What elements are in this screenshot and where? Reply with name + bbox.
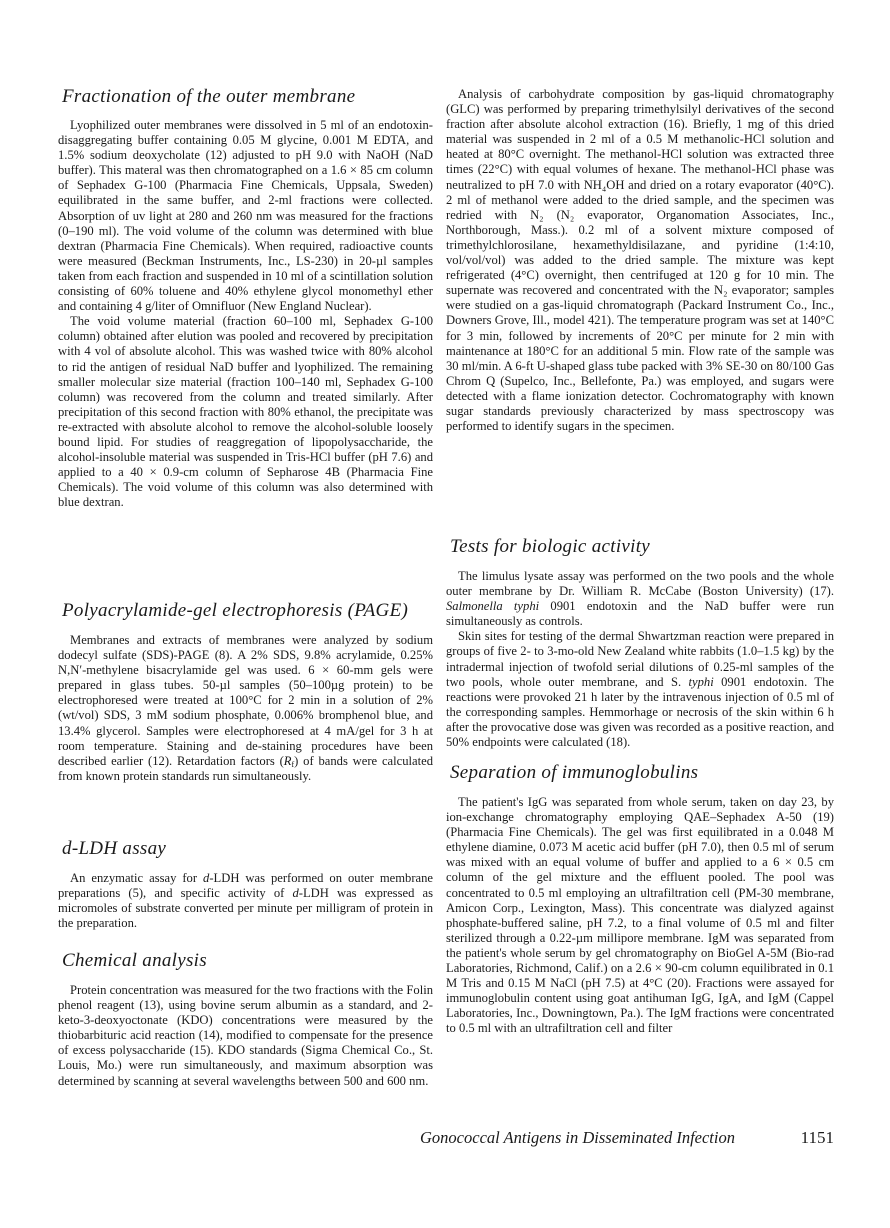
text-run-italic: d: [203, 871, 210, 885]
heading-fractionation: Fractionation of the outer membrane: [62, 86, 356, 107]
section-fractionation: [58, 118, 433, 510]
paragraph-tests-2: [446, 629, 834, 750]
paragraph-separation: The patient's IgG was separated from whole serum, taken on day 23, by ion-exchange chromatography employing QAE–Sephadex A-50 (19) (Pharmacia Fine Chemicals). The gel was first equilibrated in a 0.048 M ethylene diamine, 0.073 M acetic acid buffer (pH 7.0), then 0.5 ml of serum was mixed with an equal volume of buffer and applied to a 6 × 0.5 cm column of the gel mixture and the effluent pooled. The pool was concentrated to 0.5 ml employing an ultrafiltration cell (PM-30 membrane, Amicon Corp., Lexington, Mass). This concentrate was dialyzed against phosphate-buffered saline, pH 7.2, to a final volume of 0.5 ml and filter sterilized through a 0.22-µm millipore membrane. IgM was separated from the patient's whole serum by gel chromatography on BioGel A-5M (Bio-rad Laboratories, Richmond, Calif.) on a 2.6 × 90-cm column equilibrated in 0.1 M Tris and 0.15 M NaCl (pH 7.5) at 4°C (20). Fractions were assayed for immunoglobulin content using goat antihuman IgG, IgA, and IgM (Cappel Laboratories, Inc., Downingtown, Pa.). The IgM fractions were concentrated to 0.5 ml with an ultrafiltration cell and filter: [446, 795, 834, 1036]
text-run: 0901 endotoxin. The reactions were provoked 21 h later by the intravenous injection of 0.5 ml of the corresponding samples. Hemmorhage or necrosis of the skin within 6 h after the provocative dose was given was recorded as a positive reaction, and 50% endpoints were calculated (18).: [446, 674, 834, 750]
section-tests: [446, 569, 834, 750]
paragraph-fractionation-1: Lyophilized outer membranes were dissolved in 5 ml of an endotoxin-disaggregating buffer containing 0.05 M glycine, 0.001 M EDTA, and 1.5% sodium deoxycholate (12) adjusted to pH 9.0 with NaOH (NaD buffer). This materal was then chromatographed on a 1.6 × 85 cm column of Sephadex G-100 (Pharmacia Fine Chemicals, Uppsala, Sweden) equilibrated in the same buffer, and 2-ml fractions were collected. Absorption of uv light at 280 and 260 nm was measured for the fractions (0–190 ml). The void volume of the column was determined with blue dextran (Pharmacia Fine Chemicals). When required, radioactive counts were measured (Beckman Instruments, Inc., LS-230) in 20-µl samples taken from each fraction and suspended in 10 ml of a scintillation solution consisting of 60% toluene and 40% ethylene glycol monomethyl ether and containing 4 g/liter of Omnifluor (New England Nuclear).: [58, 118, 433, 314]
page-number: 1151: [800, 1128, 834, 1147]
text-run-italic: Salmonella typhi: [446, 599, 540, 614]
text-run: An enzymatic assay for: [70, 871, 204, 885]
text-run: The limulus lysate assay was performed on the two pools and the whole outer membrane by Dr. William R. McCabe (Boston University) (17).: [446, 569, 834, 599]
subscript: f: [291, 759, 295, 769]
text-run: -LDH was performed on outer membrane preparations (5), and specific activity of: [58, 871, 433, 901]
text-run: Skin sites for testing of the dermal Shwartzman reaction were prepared in groups of five 2- to 3-mo-old New Zealand white rabbits (1.0–1.5 kg) by the intradermal injection of twofold serial dilutions of 0.25-ml samples of the two pools, whole outer membrane, and S.: [446, 629, 834, 689]
heading-separation: Separation of immunoglobulins: [450, 762, 699, 783]
heading-tests: Tests for biologic activity: [450, 536, 651, 557]
text-run: -LDH was expressed as micromoles of substrate converted per minute per milligram of protein in the preparation.: [58, 886, 433, 931]
text-run-italic: R: [283, 753, 292, 768]
heading-dldh: [62, 838, 166, 860]
text-run: 0901 endotoxin and the NaD buffer were run simultaneously as controls.: [446, 599, 834, 629]
paragraph-fractionation-2: The void volume material (fraction 60–100 ml, Sephadex G-100 column) obtained after elution was pooled and recovered by precipitation with 4 vol of absolute alcohol. This was washed twice with 80% alcohol to rid the antigen of residual NaD buffer and lyophilized. The remaining smaller molecular size material (fraction 100–140 ml, Sephadex G-100 column) was recovered from the column and treated similarly. After precipitation of this second fraction with 80% ethanol, the precipitate was re-extracted with absolute alcohol to remove the alcohol-soluble loosely bound lipid. For studies of reaggregation of lipopolysaccharide, the alcohol-insoluble material was suspended in Tris-HCl buffer (pH 7.6) and applied to a 40 × 0.9-cm column of Sepharose 4B (Pharmacia Fine Chemicals). The void volume of this column was also determined with blue dextran.: [58, 314, 433, 510]
paragraph-tests-1: [446, 569, 834, 629]
heading-run: d: [62, 838, 72, 859]
text-run: ) of bands were calculated from known protein standards run simultaneously.: [58, 753, 433, 783]
running-title: Gonococcal Antigens in Disseminated Infection: [420, 1128, 735, 1147]
paragraph-dldh: [58, 871, 433, 931]
heading-run: -LDH assay: [71, 838, 167, 859]
paragraph-page: [58, 633, 433, 784]
page-footer: [420, 1128, 834, 1148]
text-run: Membranes and extracts of membranes were analyzed by sodium dodecyl sulfate (SDS)-PAGE (8). A 2% SDS, 9.8% acrylamide, 0.25% N,N′-methylene bisacrylamide gel was used. 6 × 60-mm gels were prepared in glass tubes. 50-µl samples (50–100µg protein) to be electrophoresed were treated at 100°C for 2 min in a solution of 2% (wt/vol) SDS, 3 mM sodium phosphate, 0.006% bromphenol blue, and 13.4% glycerol. Samples were electrophoresed at 4 mA/gel for 3 h at room temperature. Staining and de-staining procedures have been described earlier (12). Retardation factors (: [58, 633, 433, 768]
paragraph-glc: Analysis of carbohydrate composition by gas-liquid chromatography (GLC) was performed by preparing trimethylsilyl derivatives of the second fraction after absolute alcohol extraction (16). Briefly, 1 mg of this dried material was suspended in 2 ml of a 0.5 M methanolic-HCl solution and heated at 80°C overnight. The methanol-HCl solution was extracted three times (22°C) with equal volumes of hexane. The methanol-HCl phase was neutralized to pH 7.0 with NH₄OH and dried on a rotary evaporator (40°C). 2 ml of methanol were added to the dried sample, and the specimen was redried with N₂ (N₂ evaporator, Organomation Associates, Inc., Northborough, Mass.). 0.2 ml of a solvent mixture composed of trimethylchlorosilane, hexamethyldisilazane, and pyridine (1:4:10, vol/vol/vol) was added to the dried sample. The mixture was kept refrigerated (4°C) overnight, then centrifuged at 120 g for 10 min. The supernate was recovered and concentrated with the N₂ evaporator; samples were studied on a gas-liquid chromatograph (Packard Instrument Co., Inc., Downers Grove, Ill., model 421). The temperature program was set at 140°C for 3 min, followed by increments of 20°C per minute for 2 min with maintenance at 180°C for an additional 5 min. Flow rate of the sample was 30 ml/min. A 6-ft U-shaped glass tube packed with 3% SE-30 on 80/100 Gas Chrom Q (Supelco, Inc., Bellefonte, Pa.) was employed, and sugars were detected with a flame ionization detector. Cochromatography with known sugar standards previously characterized by mass spectroscopy was performed to identify sugars in the specimen.: [446, 87, 834, 434]
text-run-italic: typhi: [688, 674, 714, 689]
paragraph-chemical: Protein concentration was measured for the two fractions with the Folin phenol reagent (13), using bovine serum albumin as a standard, and 2-keto-3-deoxyoctonate (KDO) concentrations were measured by the thiobarbituric acid reaction (14), modified to compensate for the presence of excess polysaccharide (15). KDO standards (Sigma Chemical Co., St. Louis, Mo.) were run simultaneously, and maximum absorption was determined by scanning at several wavelengths between 500 and 600 nm.: [58, 983, 433, 1088]
text-run-italic: d: [292, 886, 299, 901]
heading-page: Polyacrylamide-gel electrophoresis (PAGE): [62, 600, 409, 621]
heading-chemical: Chemical analysis: [62, 950, 207, 971]
